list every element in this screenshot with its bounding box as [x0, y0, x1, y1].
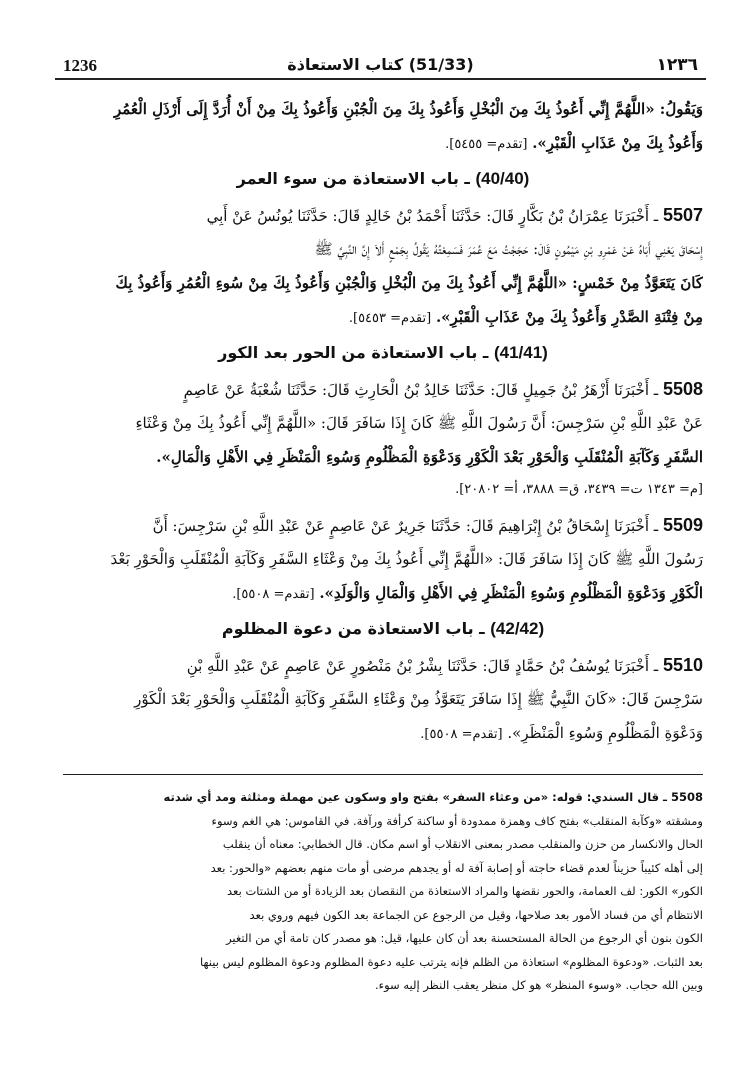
hadith-line [63, 372, 703, 406]
hadith-line [63, 300, 703, 334]
main-text [63, 92, 703, 750]
footnote-line: الحال والانكسار من حزن والمنقلب مصدر بمعنى الانقلاب أو اسم مكان. قال الخطابي: معناه أن ينقلب [222, 837, 703, 851]
page-header [55, 50, 706, 80]
hadith-line [63, 648, 703, 682]
footnote [63, 786, 703, 998]
hadith-text: ـ أَخْبَرَنَا يُوسُفُ بْنُ حَمَّادٍ قَالَ: حَدَّثَنَا بِشْرُ بْنُ مَنْصُورٍ عَنْ عَاصِمٍ عَنْ عَبْدِ اللَّهِ بْنِ [186, 657, 659, 675]
hadith-line [63, 508, 703, 542]
page-number-latin: 1236 [63, 56, 97, 75]
opening-ref: [تقدم= ٥٤٥٥]. [445, 137, 528, 152]
hadith-line [63, 198, 703, 232]
hadith-text: وَدَعْوَةِ الْمَظْلُومِ وَسُوءِ الْمَنْظَرِ». [507, 724, 703, 742]
hadith-text: الْكَوْرِ وَدَعْوَةِ الْمَظْلُومِ وَسُوءِ الْمَنْظَرِ فِي الأَهْلِ وَالْمَالِ وَالْوَلَدِ». [319, 584, 703, 602]
hadith-number: 5507 [662, 205, 703, 225]
opening-line-2 [63, 126, 703, 160]
chapter-number: (42/42) [490, 619, 545, 638]
hadith-number: 5508 [662, 379, 703, 399]
hadith-line: السَّفَرِ وَكَآبَةِ الْمُنْقَلَبِ وَالْحَوْرِ بَعْدَ الْكَوْرِ وَدَعْوَةِ الْمَظْلُومِ وَسُوءِ الْمَنْظَرِ فِي الأَهْلِ وَالْمَالِ». [156, 448, 703, 466]
hadith-line: رَسُولَ اللَّهِ ﷺ كَانَ إِذَا سَافَرَ قَالَ: «اللَّهُمَّ إِنِّي أَعُوذُ بِكَ مِنْ وَعْثَاءِ السَّفَرِ وَكَآبَةِ الْمُنْقَلَبِ وَالْحَوْرِ بَعْدَ [110, 550, 703, 568]
hadith-ref-line [63, 474, 703, 508]
hadith-text: مِنْ فِتْنَةِ الصَّدْرِ وَأَعُوذُ بِكَ مِنْ عَذَابِ الْقَبْرِ». [435, 308, 703, 326]
hadith-text: ـ أَخْبَرَنَا عِمْرَانُ بْنُ بَكَّارٍ قَالَ: حَدَّثَنَا أَحْمَدُ بْنُ خَالِدٍ قَالَ: حَدَّثَنَا يُونُسُ عَنْ أَبِي [206, 207, 659, 225]
hadith-ref: [تقدم= ٥٥٠٨]. [420, 727, 503, 742]
footnote-line: الكون بنون أي الرجوع من الحالة المستحسنة بعد أن كان عليها، قيل: هو مصدر كان تامة أي من التغير [226, 931, 703, 945]
footnote-line: الكور» الكور: لف العمامة، والحور نقضها والمراد الاستعاذة من النقصان بعد الزيادة أو من الشتات بعد [227, 884, 703, 898]
hadith-number: 5510 [662, 655, 703, 675]
chapter-number: (41/41) [493, 343, 548, 362]
hadith-number: 5509 [662, 515, 703, 535]
header-rule [55, 78, 706, 80]
footnote-line: بعد الثبات. «ودعوة المظلوم» استعاذة من الظلم فإنه يترتب عليه دعوة المظلوم ودعوة المظلوم ليس بينها [200, 954, 703, 969]
hadith-line [63, 716, 703, 750]
chapter-heading [63, 160, 703, 198]
footnote-line: وبين الله حجاب. «وسوء المنظر» هو كل منظر يعقب النظر إليه سوء. [375, 978, 703, 992]
running-title: (51/33) كتاب الاستعاذة [287, 55, 474, 74]
chapter-title: ـ باب الاستعاذة من الحور بعد الكور [218, 343, 489, 362]
chapter-heading [63, 610, 703, 648]
footnote-line: الانتظام أي من فساد الأمور بعد صلاحها، وقيل من الرجوع عن الجماعة بعد الكون فيهم وروي بعد [249, 907, 703, 922]
hadith-line: كَانَ يَتَعَوَّذُ مِنْ خَمْسٍ: «اللَّهُمَّ إِنِّي أَعُوذُ بِكَ مِنَ الْبُخْلِ وَالْجُبْنِ وَأَعُوذُ بِكَ مِنْ سُوءِ الْعُمُرِ وَأَعُوذُ بِكَ [115, 274, 703, 292]
page-number-arabic: ١٢٣٦ [656, 55, 698, 75]
hadith-line: إِسْحَاقَ يَعْنِي أَبَاهُ عَنْ عَمْرِو بْنِ مَيْمُونٍ قَالَ: حَجَجْتُ مَعَ عُمَرَ فَسَمِعْتُهُ يَقُولُ بِجَمْعٍ أَلاَ إِنَّ النَّبِيَّ ﷺ [314, 240, 703, 258]
hadith-ref: [تقدم= ٥٤٥٣]. [348, 311, 432, 326]
hadith-line: سَرْجِسَ قَالَ: «كَانَ النَّبِيُّ ﷺ إِذَا سَافَرَ يَتَعَوَّذُ مِنْ وَعْثَاءِ السَّفَرِ وَكَآبَةِ الْمُنْقَلَبِ وَالْحَوْرِ بَعْدَ الْكَوْرِ [134, 690, 703, 708]
chapter-title: ـ باب الاستعاذة من دعوة المظلوم [221, 619, 485, 638]
opening-line-1: وَيَقُولُ: «اللَّهُمَّ إِنِّي أَعُوذُ بِكَ مِنَ الْبُخْلِ وَأَعُوذُ بِكَ مِنَ الْجُبْنِ وَأَعُوذُ بِكَ مِنْ أَنْ أُرَدَّ إِلَى أَرْذَلِ الْعُمُرِ [113, 100, 703, 118]
chapter-number: (40/40) [475, 169, 530, 188]
chapter-title: ـ باب الاستعاذة من سوء العمر [236, 169, 470, 188]
footnote-line: ومشقته «وكآبة المنقلب» بفتح كاف وهمزة ممدودة أو ساكنة كرأفة ورآفة. في القاموس: هي الغم وسوء [211, 813, 703, 828]
hadith-line [63, 576, 703, 610]
chapter-heading [63, 334, 703, 372]
opening-quote-end: وَأَعُوذُ بِكَ مِنْ عَذَابِ الْقَبْرِ». [532, 134, 703, 152]
hadith-text: ـ أَخْبَرَنَا إِسْحَاقُ بْنُ إِبْرَاهِيمَ قَالَ: حَدَّثَنَا جَرِيرٌ عَنْ عَاصِمٍ عَنْ عَبْدِ اللَّهِ بْنِ سَرْجِسَ: أَنَّ [152, 517, 659, 535]
hadith-ref: [م= ١٣٤٣ ت= ٣٤٣٩، ق= ٣٨٨٨، أ= ٢٠٨٠٢]. [455, 482, 703, 497]
footnote-line: إلى أهله كئيباً حزيناً لعدم قضاء حاجته أو إصابة آفة له أو يجدهم مرضى أو مات منهم بعضهم «والحور: بعد [210, 860, 703, 875]
footnote-rule [63, 774, 703, 775]
hadith-ref: [تقدم= ٥٥٠٨]. [232, 587, 315, 602]
hadith-text: ـ أَخْبَرَنَا أَزْهَرُ بْنُ جَمِيلٍ قَالَ: حَدَّثَنَا خَالِدُ بْنُ الْحَارِثِ قَالَ: حَدَّثَنَا شُعْبَةُ عَنْ عَاصِمٍ [183, 381, 659, 399]
footnote-line: 5508 ـ قال السندي: قوله: «من وعثاء السفر» بفتح واو وسكون عين مهملة ومثلثة ومد أي شدته [163, 790, 703, 804]
hadith-line: عَنْ عَبْدِ اللَّهِ بْنِ سَرْجِسَ: أَنَّ رَسُولَ اللَّهِ ﷺ كَانَ إِذَا سَافَرَ قَالَ: «اللَّهُمَّ إِنِّي أَعُوذُ بِكَ مِنْ وَعْثَاءِ [135, 414, 703, 432]
